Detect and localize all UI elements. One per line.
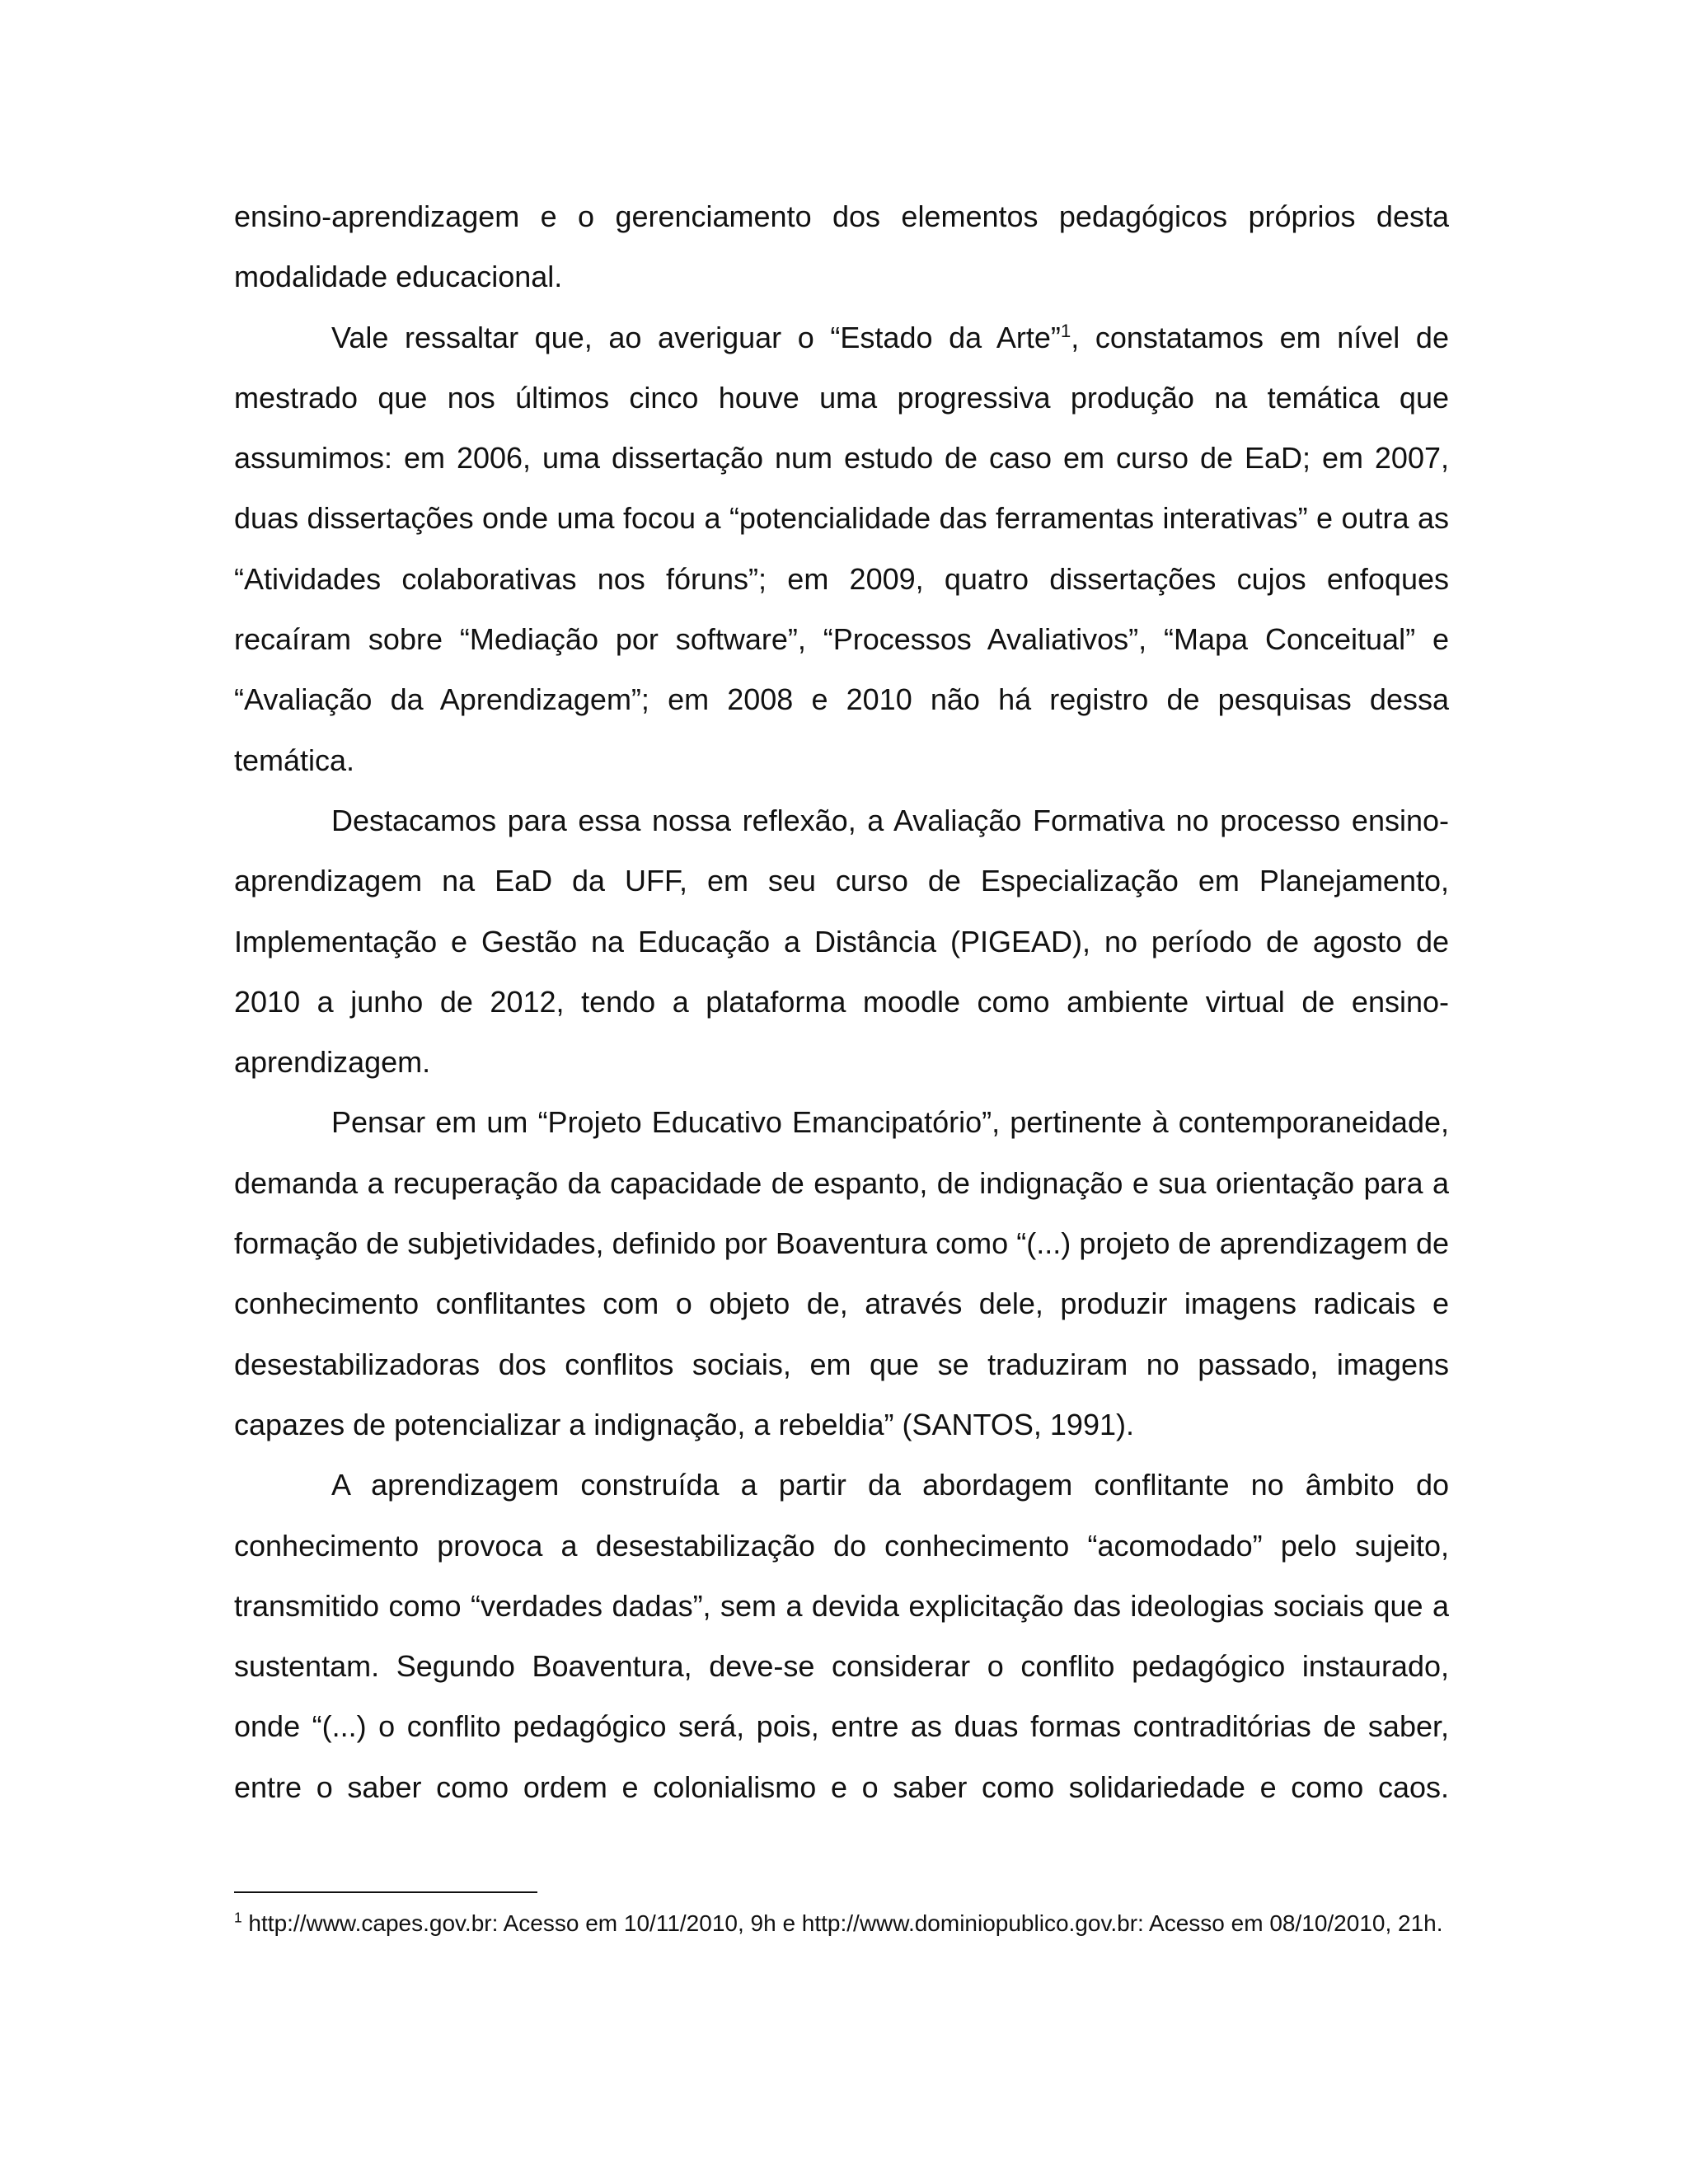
- footnote-text: http://www.capes.gov.br: Acesso em 10/11/2010, 9h e http://www.dominiopublico.gov.br: Acesso em 08/10/2010, 21h.: [241, 1910, 1443, 1936]
- paragraph-4: Pensar em um “Projeto Educativo Emancipatório”, pertinente à contemporaneidade, demanda a recuperação da capacidade de espanto, de indignação e sua orientação para a formação de subjetividades, definido por Boaventura como “(...) projeto de aprendizagem de conhecimento conflitantes com o objeto de, através dele, produzir imagens radicais e desestabilizadoras dos conflitos sociais, em que se traduziram no passado, imagens capazes de potencializar a indignação, a rebeldia” (SANTOS, 1991).: [234, 1105, 1449, 1441]
- paragraph-2: [234, 307, 1449, 790]
- paragraph-1: ensino-aprendizagem e o gerenciamento dos elementos pedagógicos próprios desta modalidade educacional.: [234, 199, 1449, 294]
- footnote-reference: 1: [1060, 320, 1071, 341]
- footnote: [234, 1905, 1449, 1942]
- paragraph-5: A aprendizagem construída a partir da abordagem conflitante no âmbito do conhecimento provoca a desestabilização do conhecimento “acomodado” pelo sujeito, transmitido como “verdades dadas”, sem a devida explicitação das ideologias sociais que a sustentam. Segundo Boaventura, deve-se considerar o conflito pedagógico instaurado, onde “(...) o conflito pedagógico será, pois, entre as duas formas contraditórias de saber, entre o saber como ordem e colonialismo e o saber como solidariedade e como caos.: [234, 1468, 1449, 1804]
- paragraph-2-start: Vale ressaltar que, ao averiguar o “Estado da Arte”: [331, 320, 1061, 354]
- paragraph-2-end: , constatamos em nível de mestrado que nos últimos cinco houve uma progressiva produção na temática que assumimos: em 2006, uma dissertação num estudo de caso em curso de EaD; em 2007, duas dissertações onde uma focou a “potencialidade das ferramentas interativas” e outra as “Atividades colaborativas nos fóruns”; em 2009, quatro dissertações cujos enfoques recaíram sobre “Mediação por software”, “Processos Avaliativos”, “Mapa Conceitual” e “Avaliação da Aprendizagem”; em 2008 e 2010 não há registro de pesquisas dessa temática.: [234, 320, 1449, 777]
- paragraph-3: Destacamos para essa nossa reflexão, a Avaliação Formativa no processo ensino-aprendizagem na EaD da UFF, em seu curso de Especialização em Planejamento, Implementação e Gestão na Educação a Distância (PIGEAD), no período de agosto de 2010 a junho de 2012, tendo a plataforma moodle como ambiente virtual de ensino-aprendizagem.: [234, 803, 1449, 1080]
- body-text: [234, 186, 1449, 1817]
- footnote-marker: 1: [234, 1909, 242, 1926]
- footnote-separator: [234, 1891, 537, 1893]
